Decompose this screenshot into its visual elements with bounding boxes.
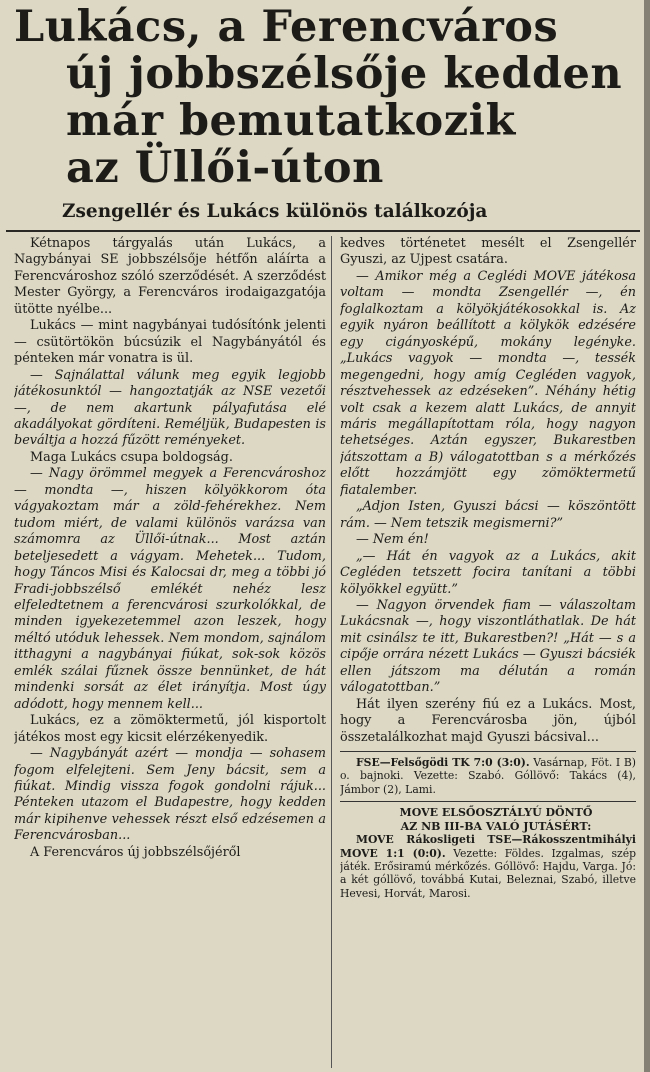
result-fse-body: Vasárnap, Föt. I B) o. bajnoki. Vezette: Szabó. Góllövő: Takács (4), Jámbor (2), Lami. [340,756,636,796]
paragraph: Hát ilyen szerény fiú ez a Lukács. Most, hogy a Ferencvárosba jön, újból összetalálkozhat majd Gyuszi bácsival... [340,696,636,745]
paragraph: Kétnapos tárgyalás után Lukács, a Nagybányai SE jobbszélsője hétfőn aláírta a Ferencvároshoz szóló szerződését. A szerződést Mester György, a Ferencváros irodaigazgatója ütötte nyélbe... [14,236,326,317]
article-column-left [14,236,326,1070]
paragraph: A Ferencváros új jobbszélsőjéről [30,844,241,860]
result-fse-head: FSE—Felsőgödi TK 7:0 (3:0). [356,756,530,770]
quote-paragraph [14,466,326,713]
quote-text: — Nagy örömmel megyek a Ferencvároshoz — mondta —, hiszen kölyökkorom óta vágyakoztam már a zöld-fehérekhez. Nem tudom miért, de valami különös varázsa van számomra az Üllői-útnak... Most aztán beteljesedett a vágyam. Mehetek... Tudom, hogy Táncos Misi és Kalocsai dr, meg a többi jó Fradi-jobbszélső emlékét nehéz lesz elfeledtetnem a ferencvárosi szurkolókkal, de minden igyekezetemmel azon leszek, hogy méltó utóduk lehessek. Nem mondom, sajnálom itthagyni a nagybányai fiúkat, sok-sok közös emlék szálai fűznek össze bennünket, de hát mindenki sorsát az élet irányítja. Most úgy adódott, hogy mennem kell... [14,466,326,712]
quote-paragraph [14,368,326,450]
column-divider [331,236,332,1068]
paragraph: kedves történetet mesélt el Zsengellér Gyuszi, az Ujpest csatára. [340,236,636,268]
headline-line-1: Lukács, a Ferencváros [14,2,559,52]
section-rule [340,801,636,802]
paragraph: Lukács — mint nagybányai tudósítónk jelenti — csütörtökön búcsúzik el Nagybányától és pénteken már vonatra is ül. [14,318,326,367]
quote-paragraph [340,499,636,532]
quote-paragraph [340,532,636,548]
quote-text: — Sajnálattal válunk meg egyik legjobb játékosunktól — hangoztatják az NSE vezetői —, de nem akartunk pályafutása elé akadályokat gördíteni. Reméljük, Budapesten is beváltja a hozzá fűzött reményeket. [14,367,326,449]
move-title-line-2: AZ NB III-BA VALÓ JUTÁSÉRT: [400,819,592,833]
quote-paragraph [340,269,636,499]
paragraph: Lukács, ez a zömöktermetű, jól kisportolt játékos most egy kicsit elérzékenyedik. [14,713,326,745]
move-title-line-1: MOVE ELSŐOSZTÁLYÚ DÖNTŐ [399,806,593,820]
headline-line-2: új jobbszélsője kedden [66,49,623,99]
headline-line-4: az Üllői-úton [66,143,384,193]
quote-paragraph [340,598,636,697]
quote-paragraph [340,549,636,598]
header-rule [6,230,640,232]
move-result-head: MOVE Rákosligeti TSE—Rákosszentmihályi MOVE 1:1 (0:0). [340,833,636,860]
quote-text: „Adjon Isten, Gyuszi bácsi — köszöntött rám. — Nem tetszik megismerni?” [340,499,636,531]
quote-text: — Nagyon örvendek fiam — válaszoltam Lukácsnak —, hogy viszontláthatlak. De hát mit csinálsz te itt, Bukarestben?! „Hát — s a cipője orrára nézett Lukács — Gyuszi bácsiék ellen játszom ma délután a román válogatottban.” [340,597,636,696]
paragraph: Maga Lukács csupa boldogság. [30,449,233,465]
result-fse [340,756,636,796]
quote-text: — Nagybányát azért — mondja — sohasem fogom elfelejteni. Sem Jeny bácsit, sem a fiúkat. Mindig vissza fogok gondolni rájuk... Pénteken utazom el Budapestre, hogy kedden már kipihenve vehessek részt első edzésemen a Ferencvárosban... [14,746,326,844]
headline [14,4,644,192]
move-result-body: Vezette: Földes. Izgalmas, szép játék. Erősiramú mérkőzés. Góllövő: Hajdu, Varga. Jó: a két góllövő, továbbá Kutai, Beleznai, Szabó, illetve Hevesi, Horvát, Marosi. [340,846,636,900]
quote-text: — Amikor még a Ceglédi MOVE játékosa voltam — mondta Zsengellér —, én foglalkoztam a kölyökjátékosokkal is. Az egyik nyáron beállított a kölykök edzésére egy cigányosképű, mokány legényke. „Lukács vagyok — mondta —, tessék megengedni, hogy amíg Cegléden vagyok, résztvehessek az edzéseken”. Néhány hétig volt csak a kezem alatt Lukács, de annyit máris megállapítottam róla, hogy nagyon tehetséges. Aztán egyszer, Bukarestben játszottam a B) válogatottban s a mérkőzés előtt hozzámjött egy zömöktermetű fiatalember. [340,268,636,498]
quote-text: „— Hát én vagyok az a Lukács, akit Cegléden tetszett focira tanítani a többi kölyökkel együtt.” [340,548,636,597]
quote-paragraph [14,746,326,845]
article-column-right [340,236,636,1070]
headline-line-3: már bemutatkozik [66,96,516,146]
quote-text: — Nem én! [356,532,429,548]
section-rule [340,751,636,752]
move-result [340,833,636,900]
subheadline: Zsengellér és Lukács különös találkozója [62,201,488,222]
page-edge-shadow [644,0,650,1072]
